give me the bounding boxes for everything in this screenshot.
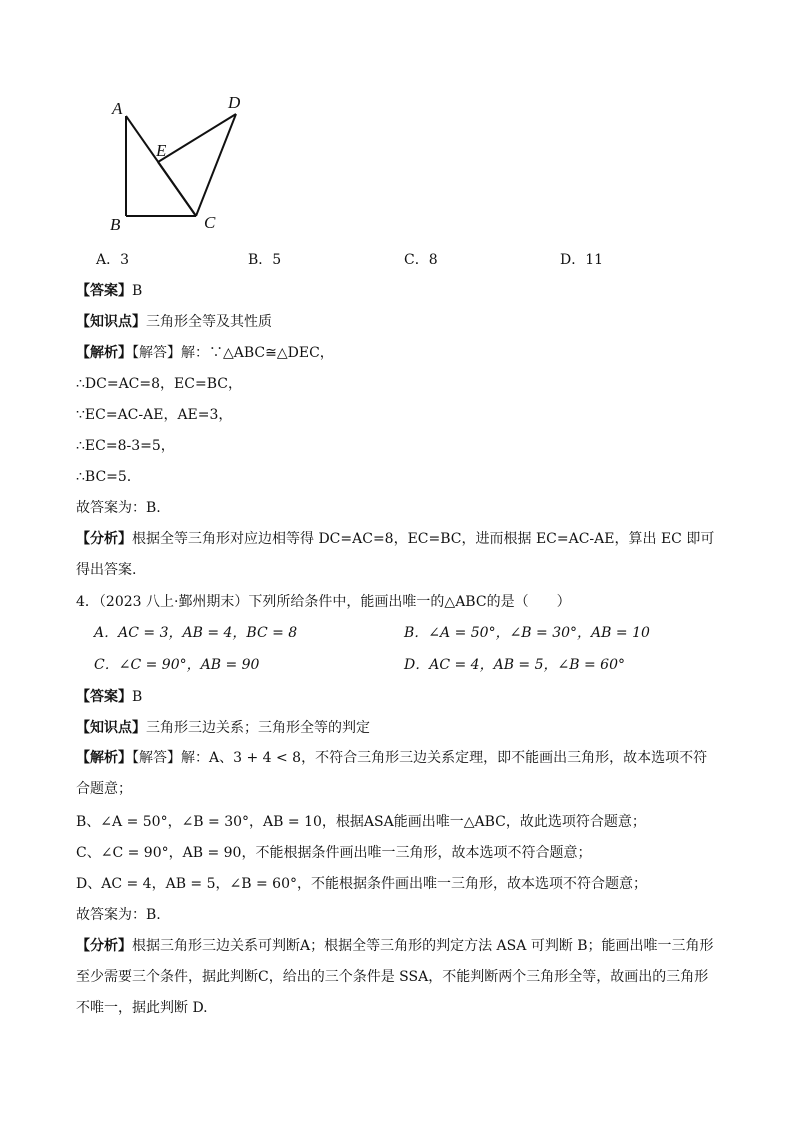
q3-option-c: C．8 [404, 252, 438, 268]
q4-solution-tag: 【解析】 [76, 750, 132, 766]
q3-knowledge-tag: 【知识点】 [76, 314, 146, 330]
q3-analysis-tag: 【分析】 [76, 531, 132, 547]
q3-analysis-text: 根据全等三角形对应边相等得 DC=AC=8，EC=BC，进而根据 EC=AC-AE，算出 EC 即可得出答案. [76, 531, 715, 578]
q3-knowledge-line [76, 312, 272, 332]
q4-step-c: C、∠C = 90°，AB = 90，不能根据条件画出唯一三角形，故本选项不符合题意； [76, 845, 592, 861]
q4-solution-head [76, 743, 718, 805]
q4-step-b: B、∠A = 50°，∠B = 30°，AB = 10，根据ASA能画出唯一△ABC，故此选项符合题意； [76, 814, 646, 830]
q4-solution-first: 【解答】解：A、3 + 4 < 8，不符合三角形三边关系定理，即不能画出三角形，故本选项不符合题意； [76, 750, 708, 797]
label-c: C [204, 213, 216, 232]
q4-stem: 4．（2023 八上·鄞州期末）下列所给条件中，能画出唯一的△ABC的是（ ） [76, 594, 571, 610]
q4-answer-tag: 【答案】 [76, 689, 132, 705]
segment-ed [158, 114, 236, 162]
segment-dc [196, 114, 236, 216]
triangle-figure [100, 90, 260, 240]
q4-knowledge-point: 三角形三边关系；三角形全等的判定 [146, 720, 370, 736]
q4-step-d: D、AC = 4，AB = 5，∠B = 60°，不能根据条件画出唯一三角形，故本选项不符合题意； [76, 876, 647, 892]
q4-answer: B [132, 689, 143, 705]
label-e: E [156, 141, 167, 160]
q3-step-2: ∵EC=AC-AE，AE=3， [76, 407, 233, 423]
q3-solution-first: 【解答】解：∵△ABC≅△DEC， [132, 345, 334, 361]
q4-answer-line [76, 687, 142, 707]
q4-analysis-tag: 【分析】 [76, 938, 132, 954]
q3-option-d: D．11 [560, 252, 604, 268]
q4-analysis-text: 根据三角形三边关系可判断A；根据全等三角形的判定方法 ASA 可判断 B；能画出唯一三角形至少需要三个条件，据此判断C，给出的三个条件是 SSA，不能判断两个三角形全等，故画出的三角形不唯一，据此判断 D. [76, 938, 714, 1016]
label-a: A [112, 99, 123, 118]
label-b: B [110, 215, 121, 234]
q3-answer: B [132, 283, 143, 299]
q3-knowledge-point: 三角形全等及其性质 [146, 314, 272, 330]
q3-analysis [76, 524, 718, 586]
q3-step-3: ∴EC=8-3=5， [76, 438, 175, 454]
segment-ec [158, 162, 196, 216]
q4-knowledge-tag: 【知识点】 [76, 720, 146, 736]
q3-step-4: ∴BC=5. [76, 469, 132, 485]
q3-option-b: B．5 [248, 252, 282, 268]
q3-option-a: A．3 [96, 252, 130, 268]
q4-option-d: D．AC = 4，AB = 5，∠B = 60° [404, 657, 625, 673]
q4-option-c: C．∠C = 90°，AB = 90 [94, 657, 260, 673]
q3-step-5: 故答案为：B. [76, 500, 161, 516]
q3-answer-tag: 【答案】 [76, 283, 132, 299]
q4-option-b: B．∠A = 50°，∠B = 30°，AB = 10 [404, 625, 650, 641]
q4-step-final: 故答案为：B. [76, 907, 161, 923]
q3-solution-head [76, 343, 334, 363]
label-d: D [228, 93, 241, 112]
q3-step-1: ∴DC=AC=8，EC=BC， [76, 376, 242, 392]
q4-analysis [76, 931, 718, 1024]
q4-option-a: A．AC = 3，AB = 4，BC = 8 [94, 625, 298, 641]
q4-knowledge-line [76, 718, 370, 738]
q3-answer-line [76, 281, 142, 301]
q3-solution-tag: 【解析】 [76, 345, 132, 361]
